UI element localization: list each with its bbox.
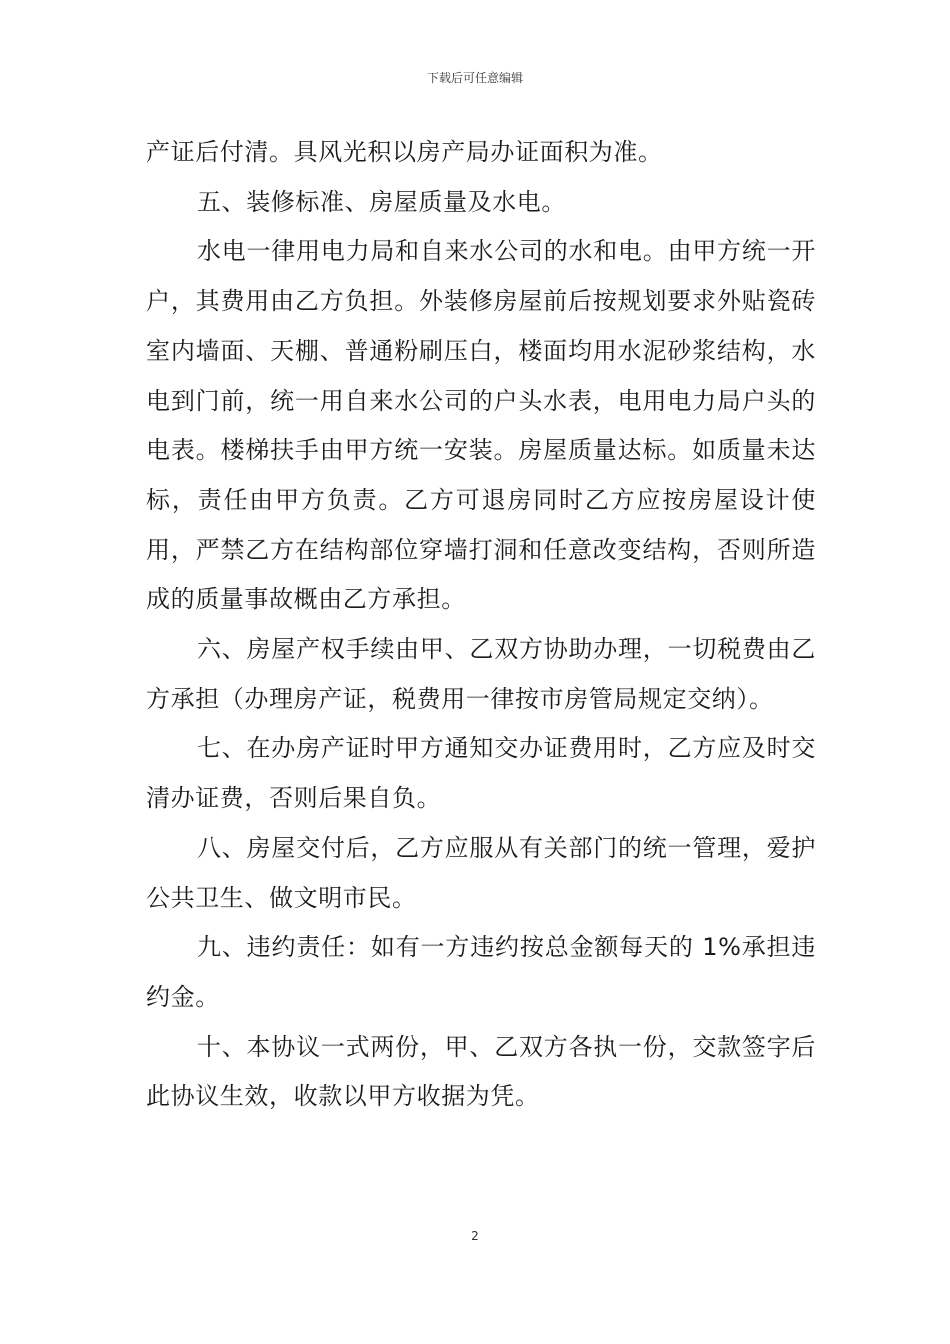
document-body (146, 128, 816, 1122)
paragraph-section-8: 八、房屋交付后，乙方应服从有关部门的统一管理，爱护公共卫生、做文明市民。 (146, 833, 816, 912)
paragraph-section-5-title: 五、装修标准、房屋质量及水电。 (197, 187, 566, 216)
paragraph-utilities-and-quality: 水电一律用电力局和自来水公司的水和电。由甲方统一开户，其费用由乙方负担。外装修房屋前后按规划要求外贴瓷砖室内墙面、天棚、普通粉刷压白，楼面均用水泥砂浆结构，水电到门前，统一用自来水公司的户头水表，电用电力局户头的电表。楼梯扶手由甲方统一安装。房屋质量达标。如质量未达标，责任由甲方负责。乙方可退房同时乙方应按房屋设计使用，严禁乙方在结构部位穿墙打洞和任意改变结构，否则所造成的质量事故概由乙方承担。 (146, 237, 816, 614)
paragraph-section-7: 七、在办房产证时甲方通知交办证费用时，乙方应及时交清办证费，否则后果自负。 (146, 734, 816, 813)
page-number: 2 (471, 1229, 479, 1243)
paragraph-section-6: 六、房屋产权手续由甲、乙双方协助办理，一切税费由乙方承担（办理房产证，税费用一律按市房管局规定交纳）。 (146, 635, 816, 713)
paragraph-continuation: 产证后付清。具风光积以房产局办证面积为准。 (146, 138, 663, 166)
paragraph-section-10: 十、本协议一式两份，甲、乙双方各执一份，交款签字后此协议生效，收款以甲方收据为凭。 (146, 1032, 816, 1111)
page-header: 下载后可任意编辑 (426, 71, 523, 85)
paragraph-section-9: 九、违约责任：如有一方违约按总金额每天的 1%承担违约金。 (146, 933, 816, 1011)
